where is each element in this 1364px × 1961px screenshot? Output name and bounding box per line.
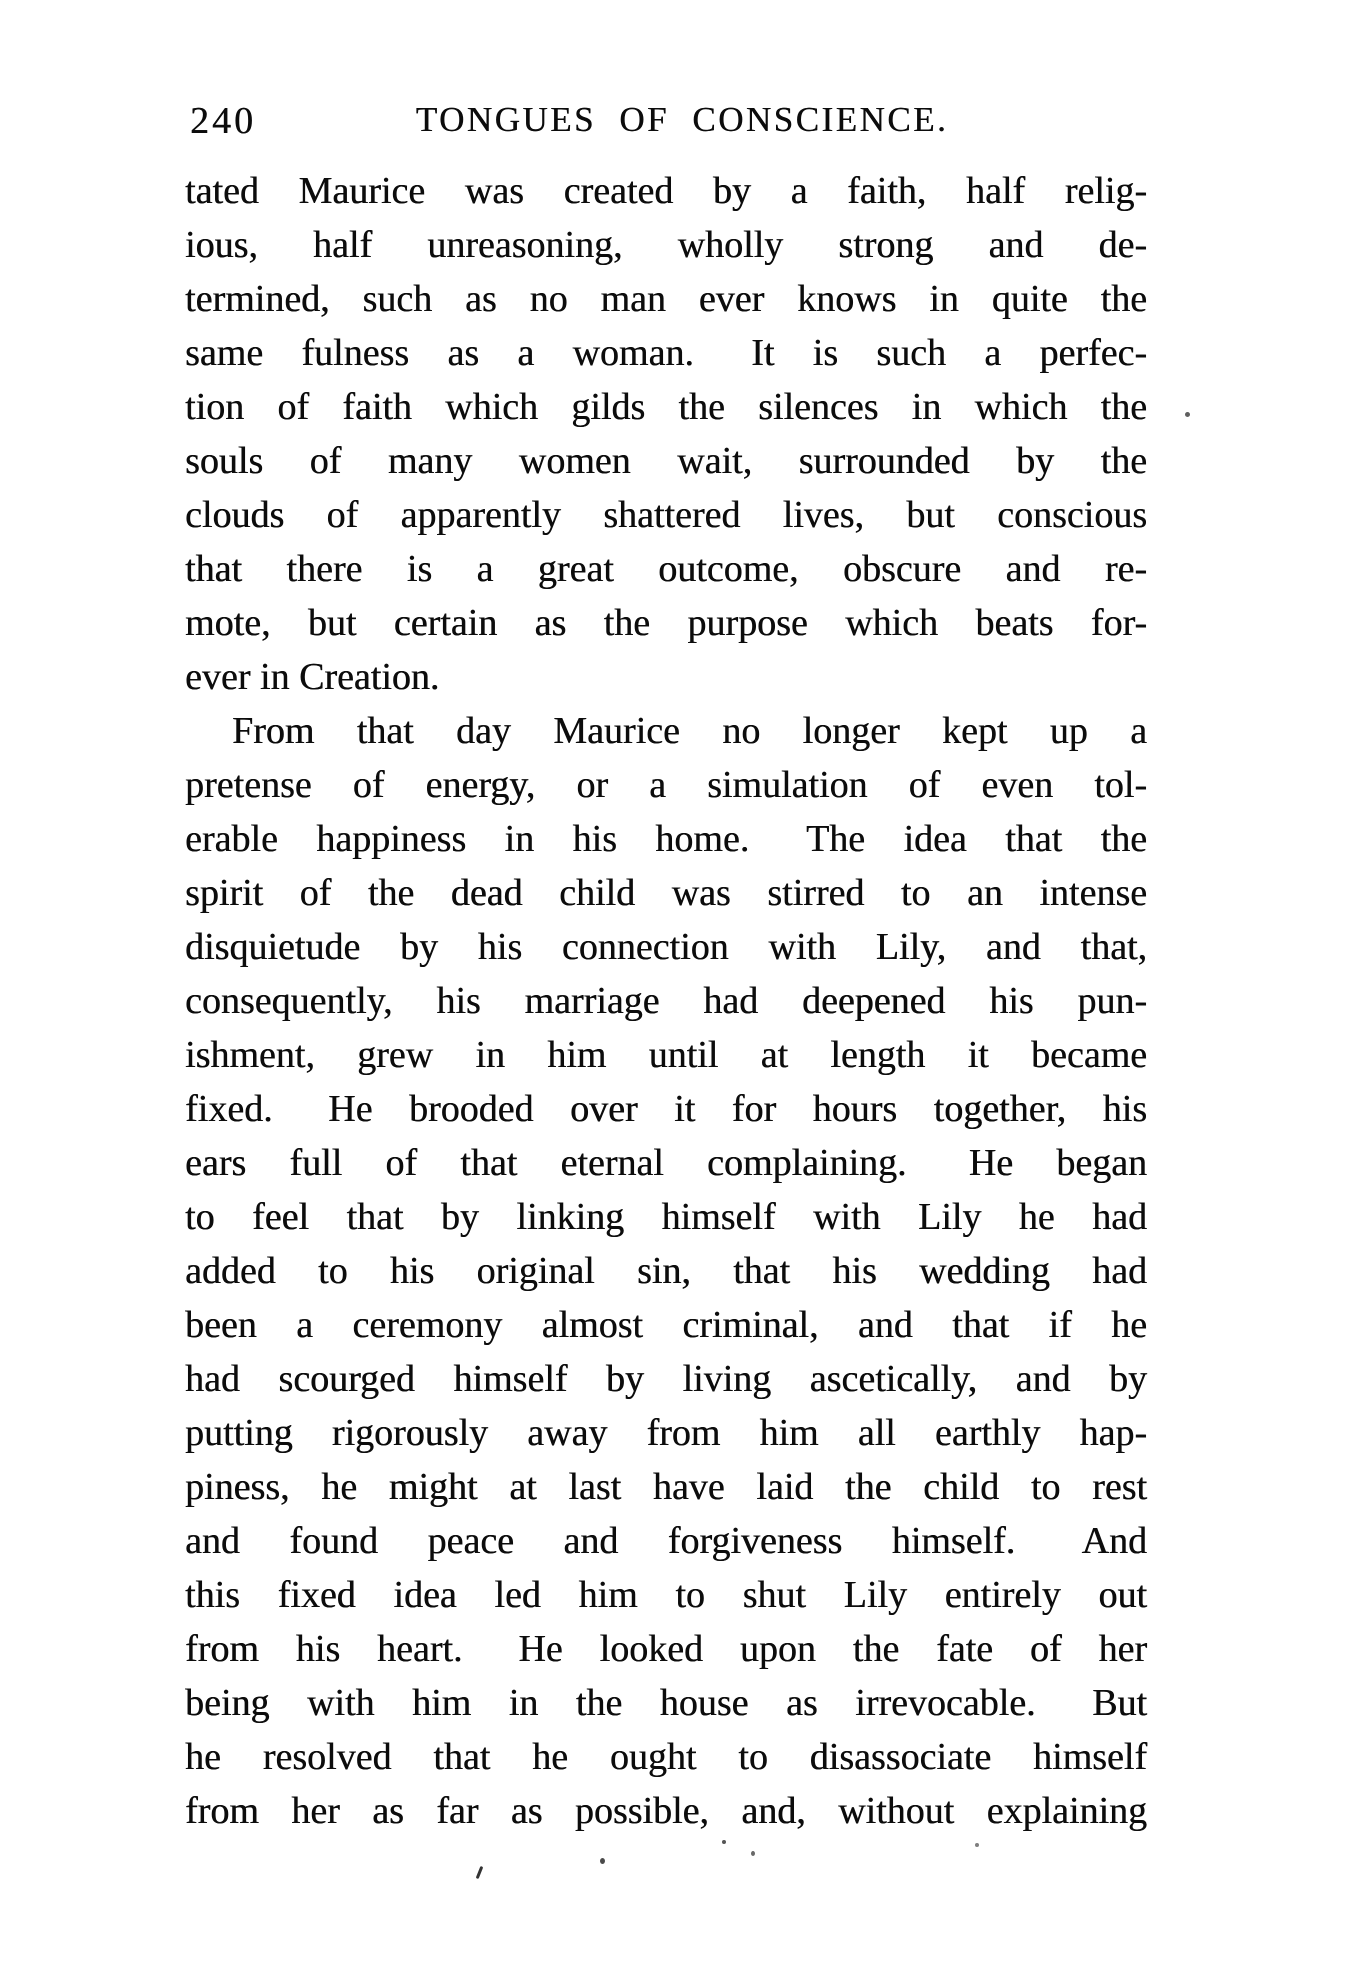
text-line: tion of faith which gilds the silences in which the (185, 386, 1147, 428)
scan-speck (600, 1858, 605, 1864)
text-line: termined, such as no man ever knows in quite the (185, 278, 1147, 320)
text-line: that there is a great outcome, obscure and re- (185, 548, 1147, 590)
text-line: consequently, his marriage had deepened his pun- (185, 980, 1147, 1022)
text-line: ever in Creation. (185, 656, 440, 698)
text-line: fixed. He brooded over it for hours together, his (185, 1088, 1147, 1130)
text-line: been a ceremony almost criminal, and that if he (185, 1304, 1147, 1346)
text-line: clouds of apparently shattered lives, but conscious (185, 494, 1147, 536)
text-line: erable happiness in his home. The idea that the (185, 818, 1147, 860)
running-title: TONGUES OF CONSCIENCE. (415, 100, 949, 139)
body-text (185, 164, 1147, 1838)
text-line: from her as far as possible, and, without explaining (185, 1790, 1147, 1832)
text-line: being with him in the house as irrevocable. But (185, 1682, 1147, 1724)
text-line: ious, half unreasoning, wholly strong and de- (185, 224, 1147, 266)
scan-speck (722, 1840, 726, 1844)
scan-speck (1185, 412, 1190, 417)
page-header (0, 99, 1364, 145)
text-line: same fulness as a woman. It is such a perfec- (185, 332, 1147, 374)
text-line: added to his original sin, that his wedding had (185, 1250, 1147, 1292)
text-line: and found peace and forgiveness himself. And (185, 1520, 1147, 1562)
text-line: From that day Maurice no longer kept up a (232, 710, 1147, 752)
text-line: had scourged himself by living ascetically, and by (185, 1358, 1147, 1400)
scan-speck (476, 1866, 484, 1879)
text-line: piness, he might at last have laid the child to rest (185, 1466, 1147, 1508)
page-number: 240 (190, 100, 256, 142)
text-line: this fixed idea led him to shut Lily entirely out (185, 1574, 1147, 1616)
text-line: pretense of energy, or a simulation of even tol- (185, 764, 1147, 806)
text-line: ears full of that eternal complaining. He began (185, 1142, 1147, 1184)
text-line: from his heart. He looked upon the fate of her (185, 1628, 1147, 1670)
text-line: mote, but certain as the purpose which beats for- (185, 602, 1147, 644)
text-line: spirit of the dead child was stirred to an intense (185, 872, 1147, 914)
text-line: disquietude by his connection with Lily, and that, (185, 926, 1147, 968)
scan-speck (751, 1851, 755, 1856)
text-line: souls of many women wait, surrounded by the (185, 440, 1147, 482)
text-line: ishment, grew in him until at length it became (185, 1034, 1147, 1076)
text-line: to feel that by linking himself with Lily he had (185, 1196, 1147, 1238)
text-line: tated Maurice was created by a faith, half relig- (185, 170, 1147, 212)
text-line: putting rigorously away from him all earthly hap- (185, 1412, 1147, 1454)
scan-speck (975, 1843, 979, 1847)
text-line: he resolved that he ought to disassociate himself (185, 1736, 1147, 1778)
